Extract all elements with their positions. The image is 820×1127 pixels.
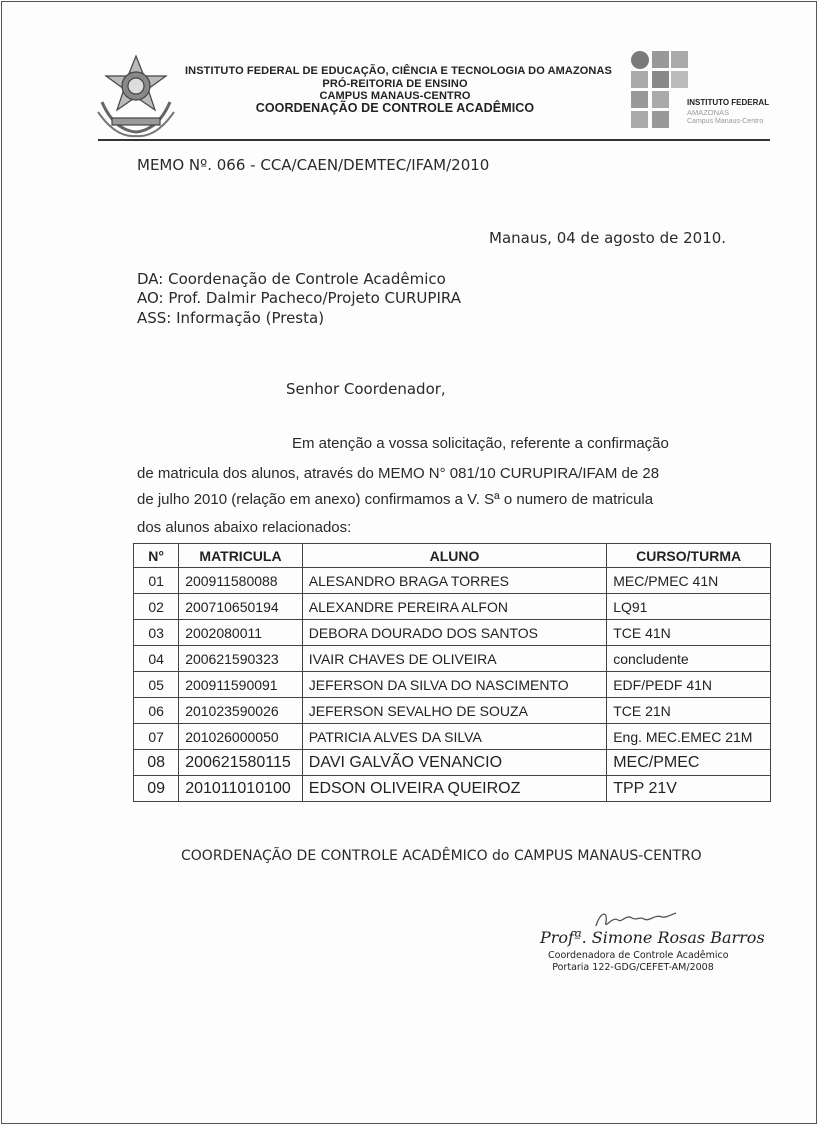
row-number: 08	[134, 750, 179, 776]
row-number: 05	[134, 672, 179, 698]
institution-name: INSTITUTO FEDERAL DE EDUCAÇÃO, CIÊNCIA E TECNOLOGIA DO AMAZONAS	[185, 65, 612, 77]
paragraph-line: Em atenção a vossa solicitação, referente a confirmação	[292, 435, 669, 452]
row-number: 03	[134, 620, 179, 646]
registration-number: 201011010100	[179, 776, 303, 802]
memo-date: Manaus, 04 de agosto de 2010.	[489, 229, 727, 247]
col-header-number: N°	[134, 544, 179, 568]
table-row	[134, 646, 771, 672]
coat-of-arms-icon	[94, 52, 178, 138]
paragraph-line: de julho 2010 (relação em anexo) confirmamos a V. Sª o numero de matricula	[137, 491, 654, 508]
paragraph-line: de matricula dos alunos, através do MEMO N° 081/10 CURUPIRA/IFAM de 28	[137, 465, 660, 482]
student-name: JEFERSON DA SILVA DO NASCIMENTO	[302, 672, 606, 698]
row-number: 02	[134, 594, 179, 620]
row-number: 01	[134, 568, 179, 594]
registration-number: 200621590323	[179, 646, 303, 672]
from-line: DA: Coordenação de Controle Acadêmico	[137, 270, 446, 288]
footer-department: COORDENAÇÃO DE CONTROLE ACADÊMICO do CAMPUS MANAUS-CENTRO	[181, 848, 702, 864]
signatory-ordinance: Portaria 122-GDG/CEFET-AM/2008	[552, 962, 714, 973]
course-class: MEC/PMEC	[607, 750, 771, 776]
course-class: MEC/PMEC 41N	[607, 568, 771, 594]
logo-name: INSTITUTO FEDERAL	[687, 98, 770, 107]
table-row	[134, 750, 771, 776]
paragraph-line: dos alunos abaixo relacionados:	[137, 519, 352, 536]
registration-number: 201023590026	[179, 698, 303, 724]
student-name: ALEXANDRE PEREIRA ALFON	[302, 594, 606, 620]
course-class: Eng. MEC.EMEC 21M	[607, 724, 771, 750]
header-rule	[98, 139, 770, 141]
course-class: TCE 41N	[607, 620, 771, 646]
logo-state: AMAZONAS	[687, 108, 730, 117]
institute-logo-icon	[630, 50, 690, 130]
row-number: 07	[134, 724, 179, 750]
registration-number: 2002080011	[179, 620, 303, 646]
table-row	[134, 620, 771, 646]
registration-number: 200911580088	[179, 568, 303, 594]
course-class: EDF/PEDF 41N	[607, 672, 771, 698]
table-row	[134, 672, 771, 698]
table-row	[134, 698, 771, 724]
signatory-role: Coordenadora de Controle Acadêmico	[548, 950, 729, 961]
table-row	[134, 568, 771, 594]
to-line: AO: Prof. Dalmir Pacheco/Projeto CURUPIRA	[137, 289, 461, 307]
logo-campus: Campus Manaus-Centro	[687, 118, 764, 125]
student-name: PATRICIA ALVES DA SILVA	[302, 724, 606, 750]
student-name: IVAIR CHAVES DE OLIVEIRA	[302, 646, 606, 672]
col-header-student: ALUNO	[302, 544, 606, 568]
memo-number: MEMO Nº. 066 - CCA/CAEN/DEMTEC/IFAM/2010	[137, 156, 490, 174]
registration-number: 200710650194	[179, 594, 303, 620]
table-header-row	[134, 544, 771, 568]
registration-number: 201026000050	[179, 724, 303, 750]
row-number: 04	[134, 646, 179, 672]
course-class: LQ91	[607, 594, 771, 620]
course-class: concludente	[607, 646, 771, 672]
table-row	[134, 594, 771, 620]
registration-number: 200911590091	[179, 672, 303, 698]
course-class: TPP 21V	[607, 776, 771, 802]
col-header-registration: MATRICULA	[179, 544, 303, 568]
student-name: ALESANDRO BRAGA TORRES	[302, 568, 606, 594]
students-table	[133, 543, 771, 802]
row-number: 06	[134, 698, 179, 724]
row-number: 09	[134, 776, 179, 802]
table-row	[134, 776, 771, 802]
table-row	[134, 724, 771, 750]
student-name: EDSON OLIVEIRA QUEIROZ	[302, 776, 606, 802]
student-name: DAVI GALVÃO VENANCIO	[302, 750, 606, 776]
signatory-name: Profª. Simone Rosas Barros	[540, 928, 765, 947]
col-header-course: CURSO/TURMA	[607, 544, 771, 568]
subject-line: ASS: Informação (Presta)	[137, 309, 325, 327]
department-name: COORDENAÇÃO DE CONTROLE ACADÊMICO	[255, 101, 535, 115]
student-name: DEBORA DOURADO DOS SANTOS	[302, 620, 606, 646]
registration-number: 200621580115	[179, 750, 303, 776]
salutation: Senhor Coordenador,	[286, 380, 446, 398]
pro-rectory: PRÓ-REITORIA DE ENSINO	[322, 78, 468, 90]
campus-name: CAMPUS MANAUS-CENTRO	[319, 90, 471, 102]
course-class: TCE 21N	[607, 698, 771, 724]
student-name: JEFERSON SEVALHO DE SOUZA	[302, 698, 606, 724]
